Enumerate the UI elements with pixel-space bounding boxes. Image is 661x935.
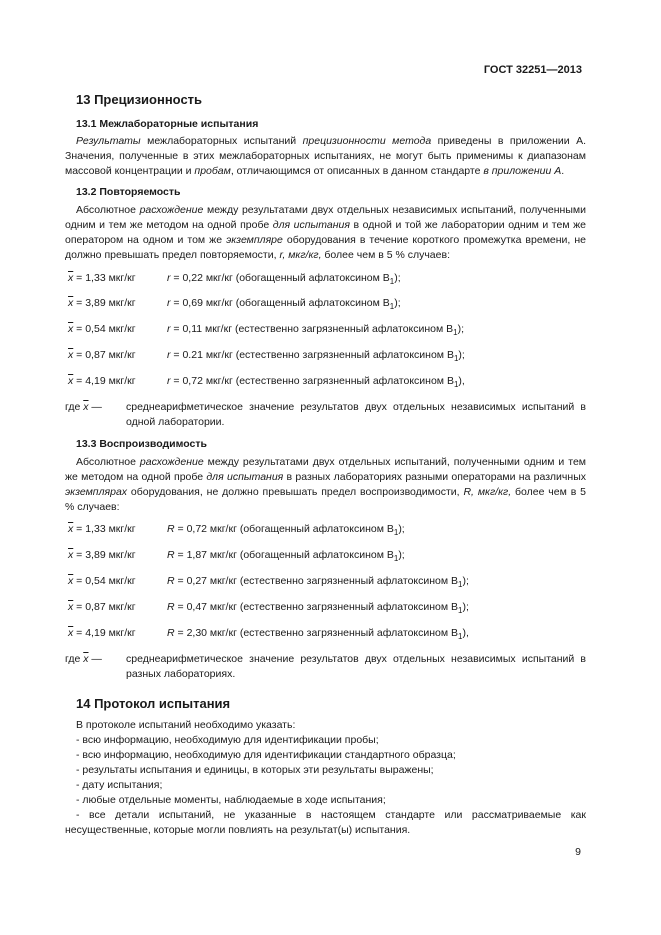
subscript: 1: [458, 632, 463, 641]
limit-text: 1,87 мкг/кг (обогащенный афлатоксином В: [186, 549, 394, 561]
limit-text: 0,69 мкг/кг (обогащенный афлатоксином В: [182, 297, 390, 309]
limit-symbol: R: [167, 523, 175, 535]
mean-symbol: $\overline{x}$: [68, 549, 74, 561]
mean-amount: 1,33 мкг/кг: [85, 272, 136, 284]
equals-sign: =: [73, 575, 86, 587]
limit-value: [167, 323, 464, 335]
mean-symbol: $\overline{x}$: [68, 575, 74, 587]
subscript: 1: [458, 580, 463, 589]
where-dash: —: [88, 653, 102, 665]
text-fragment: для испытания: [272, 219, 350, 231]
text-fragment: Результаты: [76, 135, 141, 147]
limit-symbol: r: [167, 323, 171, 335]
subscript: 1: [393, 554, 399, 563]
text-fragment: более чем в 5 % случаев:: [321, 249, 450, 261]
text-fragment: экземпляре: [226, 234, 283, 246]
limit-symbol: r: [167, 349, 171, 361]
text-fragment: прецизионности метода: [302, 135, 432, 147]
text-fragment: расхождение: [139, 456, 204, 468]
mean-amount: 0,87 мкг/кг: [85, 601, 136, 613]
limit-value: [167, 601, 469, 613]
subscript: 1: [458, 606, 463, 615]
mean-symbol: $\overline{x}$: [83, 653, 89, 665]
limit-value: [167, 523, 405, 535]
row-end: ),: [458, 375, 465, 387]
limit-value: [167, 297, 401, 309]
mean-value: [68, 375, 163, 387]
section-13-3-title: 13.3 Воспроизводимость: [76, 438, 207, 450]
equals-sign: =: [174, 601, 187, 613]
document-code: ГОСТ 32251—2013: [483, 64, 582, 76]
mean-value: [68, 575, 163, 587]
limit-text: 0,47 мкг/кг (естественно загрязненный афлатоксином В: [186, 601, 459, 613]
mean-symbol: $\overline{x}$: [68, 601, 74, 613]
mean-symbol: $\overline{x}$: [68, 375, 74, 387]
text-fragment: оборудования в течение короткого промежутка времени, не должно превышать предел повторяемости,: [65, 234, 586, 261]
where-clause-reproducibility: [65, 652, 586, 682]
subscript: 1: [453, 328, 458, 337]
equals-sign: =: [174, 627, 187, 639]
subscript: 1: [453, 380, 459, 389]
limit-symbol: r: [167, 297, 171, 309]
where-clause-repeatability: [65, 400, 586, 430]
equals-sign: =: [73, 549, 86, 561]
mean-value: [68, 601, 163, 613]
limit-value: [167, 549, 405, 561]
equals-sign: =: [174, 549, 187, 561]
limit-symbol: R: [167, 549, 175, 561]
where-text: среднеарифметическое значение результатов двух отдельных независимых испытаний в разных лабораториях.: [126, 653, 586, 680]
limit-symbol: R: [167, 627, 175, 639]
limit-text: 0.21 мкг/кг (естественно загрязненный афлатоксином В: [182, 349, 454, 361]
equals-sign: =: [73, 349, 86, 361]
protocol-list: [65, 718, 586, 838]
limit-symbol: r: [167, 272, 171, 284]
equals-sign: =: [170, 297, 183, 309]
mean-value: [68, 272, 163, 284]
mean-symbol: $\overline{x}$: [68, 523, 74, 535]
text-fragment: между результатами двух отдельных независимых испытаний, полученными одним и тем же методом на одной пробе: [65, 204, 586, 231]
row-end: );: [394, 272, 401, 284]
mean-amount: 3,89 мкг/кг: [85, 297, 136, 309]
equals-sign: =: [73, 627, 86, 639]
limit-text: 2,30 мкг/кг (естественно загрязненный афлатоксином В: [186, 627, 459, 639]
subscript: 1: [453, 354, 459, 363]
mean-symbol: $\overline{x}$: [68, 272, 74, 284]
text-fragment: расхождение: [139, 204, 204, 216]
row-end: );: [398, 523, 405, 535]
limit-value: [167, 272, 401, 284]
equals-sign: =: [174, 523, 187, 535]
equals-sign: =: [170, 323, 183, 335]
text-fragment: для испытания: [206, 471, 284, 483]
list-item: - всю информацию, необходимую для идентификации стандартного образца;: [76, 749, 456, 761]
text-fragment: , отличающимся от описанных в данном стандарте: [230, 165, 484, 177]
equals-sign: =: [73, 272, 86, 284]
text-fragment: в одной и той же лаборатории одним и тем же оператором на одном и том же: [65, 219, 586, 246]
section-14-title: 14 Протокол испытания: [76, 696, 231, 711]
equals-sign: =: [170, 349, 183, 361]
equals-sign: =: [73, 523, 86, 535]
mean-value: [68, 323, 163, 335]
subscript: 1: [389, 302, 395, 311]
mean-symbol: $\overline{x}$: [68, 349, 74, 361]
section-13-1-title: 13.1 Межлабораторные испытания: [76, 118, 259, 130]
mean-amount: 0,54 мкг/кг: [85, 575, 136, 587]
section-13-1-paragraph: [65, 134, 586, 179]
limit-value: [167, 627, 469, 639]
list-item: - всю информацию, необходимую для идентификации пробы;: [76, 734, 379, 746]
text-fragment: межлабораторных испытаний: [140, 135, 303, 147]
text-fragment: в разных лабораториях разными операторами на различных: [283, 471, 586, 483]
equals-sign: =: [73, 323, 86, 335]
section-13-title: 13 Прецизионность: [76, 92, 203, 107]
page-number: 9: [575, 846, 581, 858]
text-fragment: в приложении А: [483, 165, 562, 177]
subscript: 1: [389, 277, 395, 286]
row-end: );: [462, 601, 469, 613]
where-word: где: [65, 401, 84, 413]
equals-sign: =: [170, 375, 183, 387]
mean-amount: 4,19 мкг/кг: [85, 375, 136, 387]
equals-sign: =: [73, 601, 86, 613]
mean-value: [68, 523, 163, 535]
limit-text: 0,11 мкг/кг (естественно загрязненный афлатоксином В: [182, 323, 454, 335]
limit-value: [167, 349, 465, 361]
text-fragment: пробам: [194, 165, 231, 177]
list-item: - результаты испытания и единицы, в которых эти результаты выражены;: [76, 764, 434, 776]
limit-text: 0,72 мкг/кг (естественно загрязненный афлатоксином В: [182, 375, 454, 387]
section-13-3-paragraph: [65, 455, 586, 515]
text-fragment: .: [561, 165, 565, 177]
where-lead: [65, 652, 102, 667]
limit-symbol: R: [167, 575, 175, 587]
limit-value: [167, 375, 465, 387]
mean-amount: 0,87 мкг/кг: [85, 349, 136, 361]
mean-value: [68, 627, 163, 639]
limit-value: [167, 575, 469, 587]
mean-value: [68, 549, 163, 561]
mean-symbol: $\overline{x}$: [68, 627, 74, 639]
row-end: );: [458, 349, 465, 361]
text-fragment: оборудования, не должно превышать предел воспроизводимости,: [127, 486, 464, 498]
row-end: );: [398, 549, 405, 561]
text-fragment: приведены в приложении А. Значения, полученные в этих межлабораторных испытаниях, не могут быть применимы к диапазонам массовой концентрации и: [65, 135, 586, 177]
mean-symbol: $\overline{x}$: [83, 401, 89, 413]
limit-symbol: r: [167, 375, 171, 387]
mean-amount: 4,19 мкг/кг: [85, 627, 136, 639]
limit-text: 0,22 мкг/кг (обогащенный афлатоксином В: [182, 272, 390, 284]
protocol-intro: В протоколе испытаний необходимо указать:: [76, 719, 296, 731]
text-fragment: Абсолютное: [76, 456, 140, 468]
list-item: - дату испытания;: [76, 779, 163, 791]
row-end: );: [457, 323, 465, 335]
where-text: среднеарифметическое значение результатов двух отдельных независимых испытаний в одной лаборатории.: [126, 401, 586, 428]
limit-symbol: R: [167, 601, 175, 613]
section-13-2-paragraph: [65, 203, 586, 263]
limit-text: 0,27 мкг/кг (естественно загрязненный афлатоксином В: [186, 575, 459, 587]
equals-sign: =: [174, 575, 187, 587]
row-end: );: [462, 575, 469, 587]
list-item: - любые отдельные моменты, наблюдаемые в ходе испытания;: [76, 794, 386, 806]
mean-symbol: $\overline{x}$: [68, 323, 74, 335]
text-fragment: R, мкг/кг,: [463, 486, 512, 498]
list-item: - все детали испытаний, не указанные в настоящем стандарте или рассматриваемые как несущественные, которые могли повлиять на результат(ы) испытания.: [65, 809, 586, 836]
text-fragment: более чем в 5 % случаев:: [65, 486, 587, 513]
equals-sign: =: [170, 272, 183, 284]
mean-value: [68, 297, 163, 309]
mean-amount: 0,54 мкг/кг: [85, 323, 136, 335]
equals-sign: =: [73, 297, 86, 309]
equals-sign: =: [73, 375, 86, 387]
where-word: где: [65, 653, 84, 665]
mean-symbol: $\overline{x}$: [68, 297, 74, 309]
text-fragment: r, мкг/кг,: [279, 249, 322, 261]
row-end: ),: [462, 627, 469, 639]
text-fragment: между результатами двух отдельных испытаний, полученными одним и тем же методом на одной пробе: [65, 456, 586, 483]
mean-value: [68, 349, 163, 361]
limit-text: 0,72 мкг/кг (обогащенный афлатоксином В: [186, 523, 394, 535]
section-13-2-title: 13.2 Повторяемость: [76, 186, 181, 198]
text-fragment: экземплярах: [65, 486, 128, 498]
mean-amount: 1,33 мкг/кг: [85, 523, 136, 535]
where-dash: —: [88, 401, 102, 413]
subscript: 1: [393, 528, 399, 537]
mean-amount: 3,89 мкг/кг: [85, 549, 136, 561]
text-fragment: Абсолютное: [76, 204, 140, 216]
where-lead: [65, 400, 102, 415]
row-end: );: [394, 297, 401, 309]
